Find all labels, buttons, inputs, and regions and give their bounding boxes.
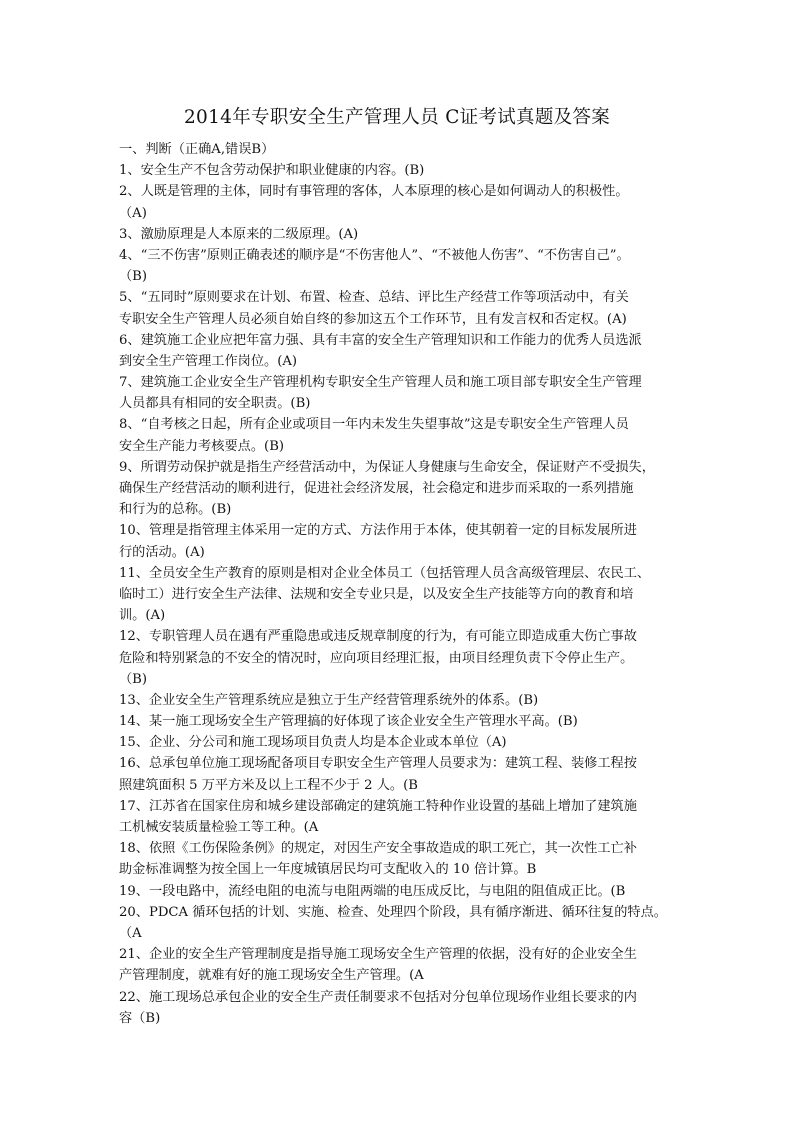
text-line: 训。(A) (119, 608, 166, 624)
text-line: 12、专职管理人员在遇有严重隐患或违反规章制度的行为，有可能立即造成重大伤亡事故 (119, 629, 637, 645)
text-line: 行的活动。(A) (119, 544, 205, 560)
document-title: 2014年专职安全生产管理人员 C证考试真题及答案 (183, 107, 611, 128)
text-line: 和行为的总称。(B) (119, 502, 232, 518)
text-line: 9、所谓劳动保护就是指生产经营活动中，为保证人身健康与生命安全，保证财产不受损失， (119, 459, 655, 475)
text-line: （A) (119, 205, 147, 221)
text-line: 确保生产经营活动的顺利进行，促进社会经济发展，社会稳定和进步而采取的一系列措施 (119, 481, 634, 496)
text-line: 8、“自考核之日起，所有企业或项目一年内未发生失望事故”这是专职安全生产管理人员 (119, 417, 629, 433)
text-line: 临时工）进行安全生产法律、法规和安全专业只是，以及安全生产技能等方向的教育和培 (119, 586, 634, 602)
text-line: （B) (119, 671, 148, 687)
text-line: 19、一段电路中，流经电阻的电流与电阻两端的电压成反比，与电阻的阻值成正比。(B (119, 883, 626, 899)
text-line: （B) (119, 269, 148, 285)
text-line: 到安全生产管理工作岗位。(A) (119, 353, 298, 369)
text-line: 容（B) (119, 1010, 161, 1026)
text-line: 22、施工现场总承包企业的安全生产责任制要求不包括对分包单位现场作业组长要求的内 (119, 989, 637, 1005)
text-line: 13、企业安全生产管理系统应是独立于生产经营管理系统外的体系。(B) (119, 692, 539, 708)
text-line: 人员都具有相同的安全职责。(B) (119, 396, 311, 412)
document-body (119, 139, 679, 1029)
text-line: 危险和特别紧急的不安全的情况时，应向项目经理汇报，由项目经理负责下令停止生产。 (119, 650, 634, 666)
text-line: 11、全员安全生产教育的原则是相对企业全体员工（包括管理人员含高级管理层、农民工、 (119, 565, 651, 581)
text-line: 17、江苏省在国家住房和城乡建设部确定的建筑施工特种作业设置的基础上增加了建筑施 (119, 798, 637, 814)
text-line: 工机械安装质量检验工等工种。(A (119, 820, 319, 835)
text-line: 4、“三不伤害”原则正确表述的顺序是“不伤害他人”、“不被他人伤害”、“不伤害自己”。 (119, 247, 630, 263)
text-line: 一、判断（正确A,错误B） (119, 142, 275, 157)
text-line: 15、企业、分公司和施工现场项目负责人均是本企业或本单位（A) (119, 735, 507, 751)
text-line: 16、总承包单位施工现场配备项目专职安全生产管理人员要求为：建筑工程、装修工程按 (119, 756, 637, 772)
text-line: 20、PDCA 循环包括的计划、实施、检查、处理四个阶段，具有循序渐进、循环往复的特点。 (119, 904, 667, 920)
text-line: 专职安全生产管理人员必须自始自终的参加这五个工作环节，且有发言权和否定权。(A) (119, 311, 627, 327)
text-line: 助金标准调整为按全国上一年度城镇居民均可支配收入的 10 倍计算。B (119, 862, 537, 878)
text-line: 21、企业的安全生产管理制度是指导施工现场安全生产管理的依据，没有好的企业安全生 (119, 947, 637, 963)
text-line: 安全生产能力考核要点。(B) (119, 438, 285, 454)
text-line: 7、建筑施工企业安全生产管理机构专职安全生产管理人员和施工项目部专职安全生产管理 (119, 375, 642, 391)
text-line: 5、“五同时”原则要求在计划、布置、检查、总结、评比生产经营工作等项活动中，有关 (119, 290, 629, 306)
text-line: 1、安全生产不包含劳动保护和职业健康的内容。(B) (119, 163, 425, 179)
text-line: 2、人既是管理的主体，同时有事管理的客体，人本原理的核心是如何调动人的积极性。 (119, 184, 629, 200)
text-line: （A (119, 925, 142, 941)
text-line: 10、管理是指管理主体采用一定的方式、方法作用于本体，使其朝着一定的目标发展所进 (119, 523, 637, 539)
text-line: 18、依照《工伤保险条例》的规定，对因生产安全事故造成的职工死亡，其一次性工亡补 (119, 841, 637, 857)
text-line: 6、建筑施工企业应把年富力强、具有丰富的安全生产管理知识和工作能力的优秀人员选派 (119, 332, 642, 348)
text-line: 产管理制度，就难有好的施工现场安全生产管理。(A (119, 968, 424, 984)
text-line: 14、某一施工现场安全生产管理搞的好体现了该企业安全生产管理水平高。(B) (119, 714, 578, 730)
text-line: 照建筑面积 5 万平方米及以上工程不少于 2 人。(B (119, 777, 418, 793)
text-line: 3、激励原理是人本原来的二级原理。(A) (119, 226, 359, 242)
